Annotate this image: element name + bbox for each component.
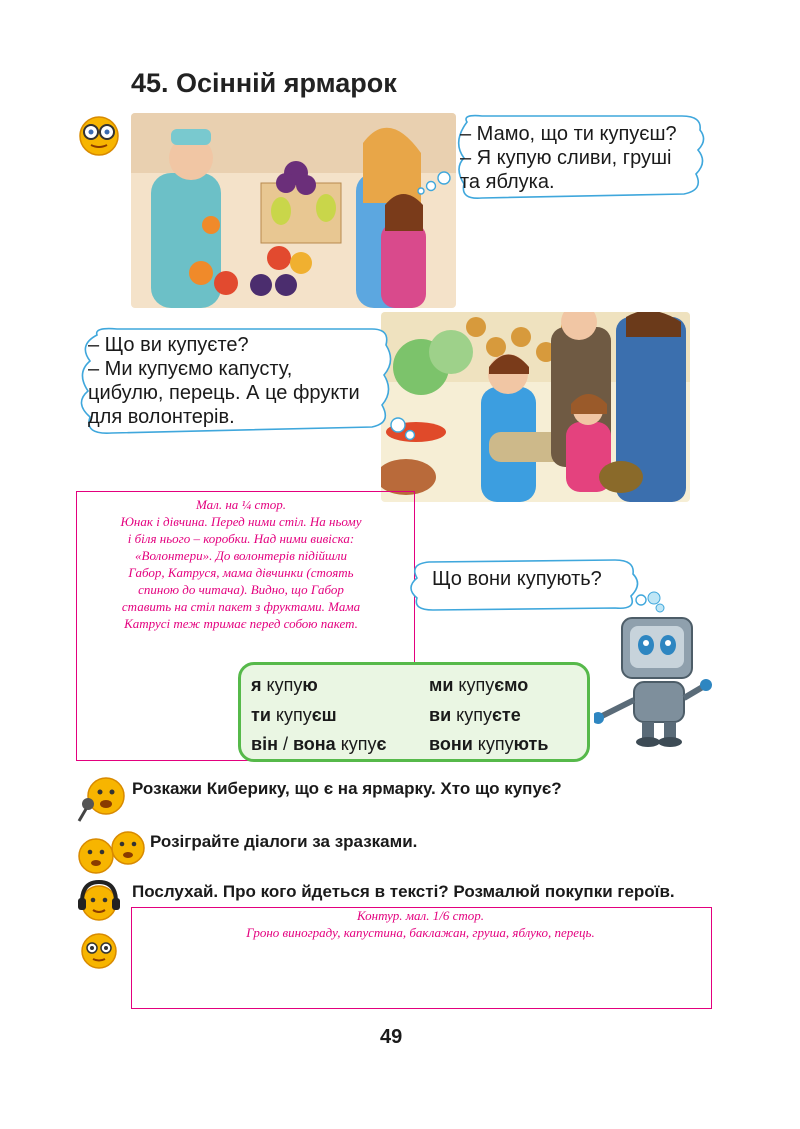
note-line: «Волонтери». До волонтерів підійшли bbox=[135, 548, 347, 563]
conj-cell bbox=[429, 703, 599, 730]
pronoun: вони bbox=[429, 734, 473, 755]
vegetable-market-illustration bbox=[381, 312, 690, 502]
note-line: і біля нього – коробки. Над ними вивіска: bbox=[127, 531, 355, 546]
pronoun: він bbox=[251, 734, 278, 755]
fruit-stall-illustration bbox=[131, 113, 456, 308]
page-number: 49 bbox=[380, 1026, 403, 1048]
note-line: Юнак і дівчина. Перед ними стіл. На ньому bbox=[120, 514, 362, 529]
lesson-title: 45. Осінній ярмарок bbox=[131, 68, 397, 98]
task-1-instruction: Розкажи Киберику, що є на ярмарку. Хто що купує? bbox=[132, 779, 562, 798]
pronoun: я bbox=[251, 675, 262, 695]
bubble-1-line: – Мамо, що ти купуєш? bbox=[460, 123, 677, 145]
pronoun: ви bbox=[429, 704, 452, 725]
verb-stem: купу bbox=[456, 704, 492, 725]
verb-stem: купу bbox=[275, 704, 312, 725]
verb-ending: ють bbox=[513, 734, 549, 755]
verb-stem: купу bbox=[340, 734, 377, 755]
conj-cell bbox=[251, 673, 429, 700]
bubble-2-line: – Ми купуємо капусту, bbox=[88, 358, 293, 380]
bubble-2-line: для волонтерів. bbox=[88, 406, 235, 428]
verb-ending: ємо bbox=[494, 675, 529, 695]
pronoun: ми bbox=[429, 675, 454, 695]
conj-cell bbox=[429, 673, 599, 700]
separator: / bbox=[277, 734, 293, 755]
bubble-3-text: Що вони купують? bbox=[432, 568, 602, 590]
microphone-emoji-icon bbox=[76, 774, 128, 829]
bubble-2-text bbox=[88, 333, 360, 429]
pronoun: вона bbox=[292, 734, 336, 755]
verb-stem: купу bbox=[266, 675, 303, 695]
note-line: Мал. на ¼ стор. bbox=[196, 497, 286, 512]
bubble-1-line: – Я купую сливи, груші bbox=[460, 147, 672, 169]
note-line: Катрусі теж тримає перед собою пакет. bbox=[124, 616, 358, 631]
verb-conjugation-table bbox=[238, 662, 590, 762]
verb-ending: є bbox=[376, 734, 387, 755]
note-line: Габор, Катруся, мама дівчинки (стоять bbox=[128, 565, 354, 580]
bubble-1-line: та яблука. bbox=[460, 171, 555, 193]
headphones-emoji-icon bbox=[76, 878, 122, 929]
note-line: ставить на стіл пакет з фруктами. Мама bbox=[121, 599, 361, 614]
verb-stem: купу bbox=[458, 675, 495, 695]
bubble-2-line: цибулю, перець. А це фрукти bbox=[88, 382, 360, 404]
verb-ending: єш bbox=[311, 704, 337, 725]
task-2-instruction: Розіграйте діалоги за зразками. bbox=[150, 832, 418, 851]
pronoun: ти bbox=[251, 704, 271, 725]
note-line: Контур. мал. 1/6 стор. bbox=[357, 908, 484, 923]
bubble-1-text bbox=[460, 122, 677, 194]
conj-cell bbox=[251, 703, 429, 730]
conj-cell bbox=[251, 732, 429, 759]
note-line: Гроно винограду, капустина, баклажан, груша, яблуко, перець. bbox=[246, 925, 595, 940]
placeholder-box-top-edge bbox=[364, 491, 414, 492]
task-3-instruction: Послухай. Про кого йдеться в тексті? Розмалюй покупки героїв. bbox=[132, 882, 675, 901]
two-faces-emoji-icon bbox=[76, 828, 148, 881]
verb-stem: купу bbox=[477, 734, 514, 755]
illustration-placeholder-note bbox=[86, 496, 396, 632]
conj-cell bbox=[429, 732, 599, 759]
coloring-placeholder-note bbox=[131, 907, 710, 941]
verb-ending: ю bbox=[302, 675, 318, 695]
glasses-emoji-icon bbox=[76, 112, 122, 163]
pencil-emoji-icon bbox=[76, 928, 122, 979]
note-line: спиною до читача). Видно, що Габор bbox=[138, 582, 344, 597]
robot-kiberyk-illustration bbox=[594, 590, 714, 755]
verb-ending: єте bbox=[491, 704, 521, 725]
bubble-2-line: – Що ви купуєте? bbox=[88, 334, 249, 356]
